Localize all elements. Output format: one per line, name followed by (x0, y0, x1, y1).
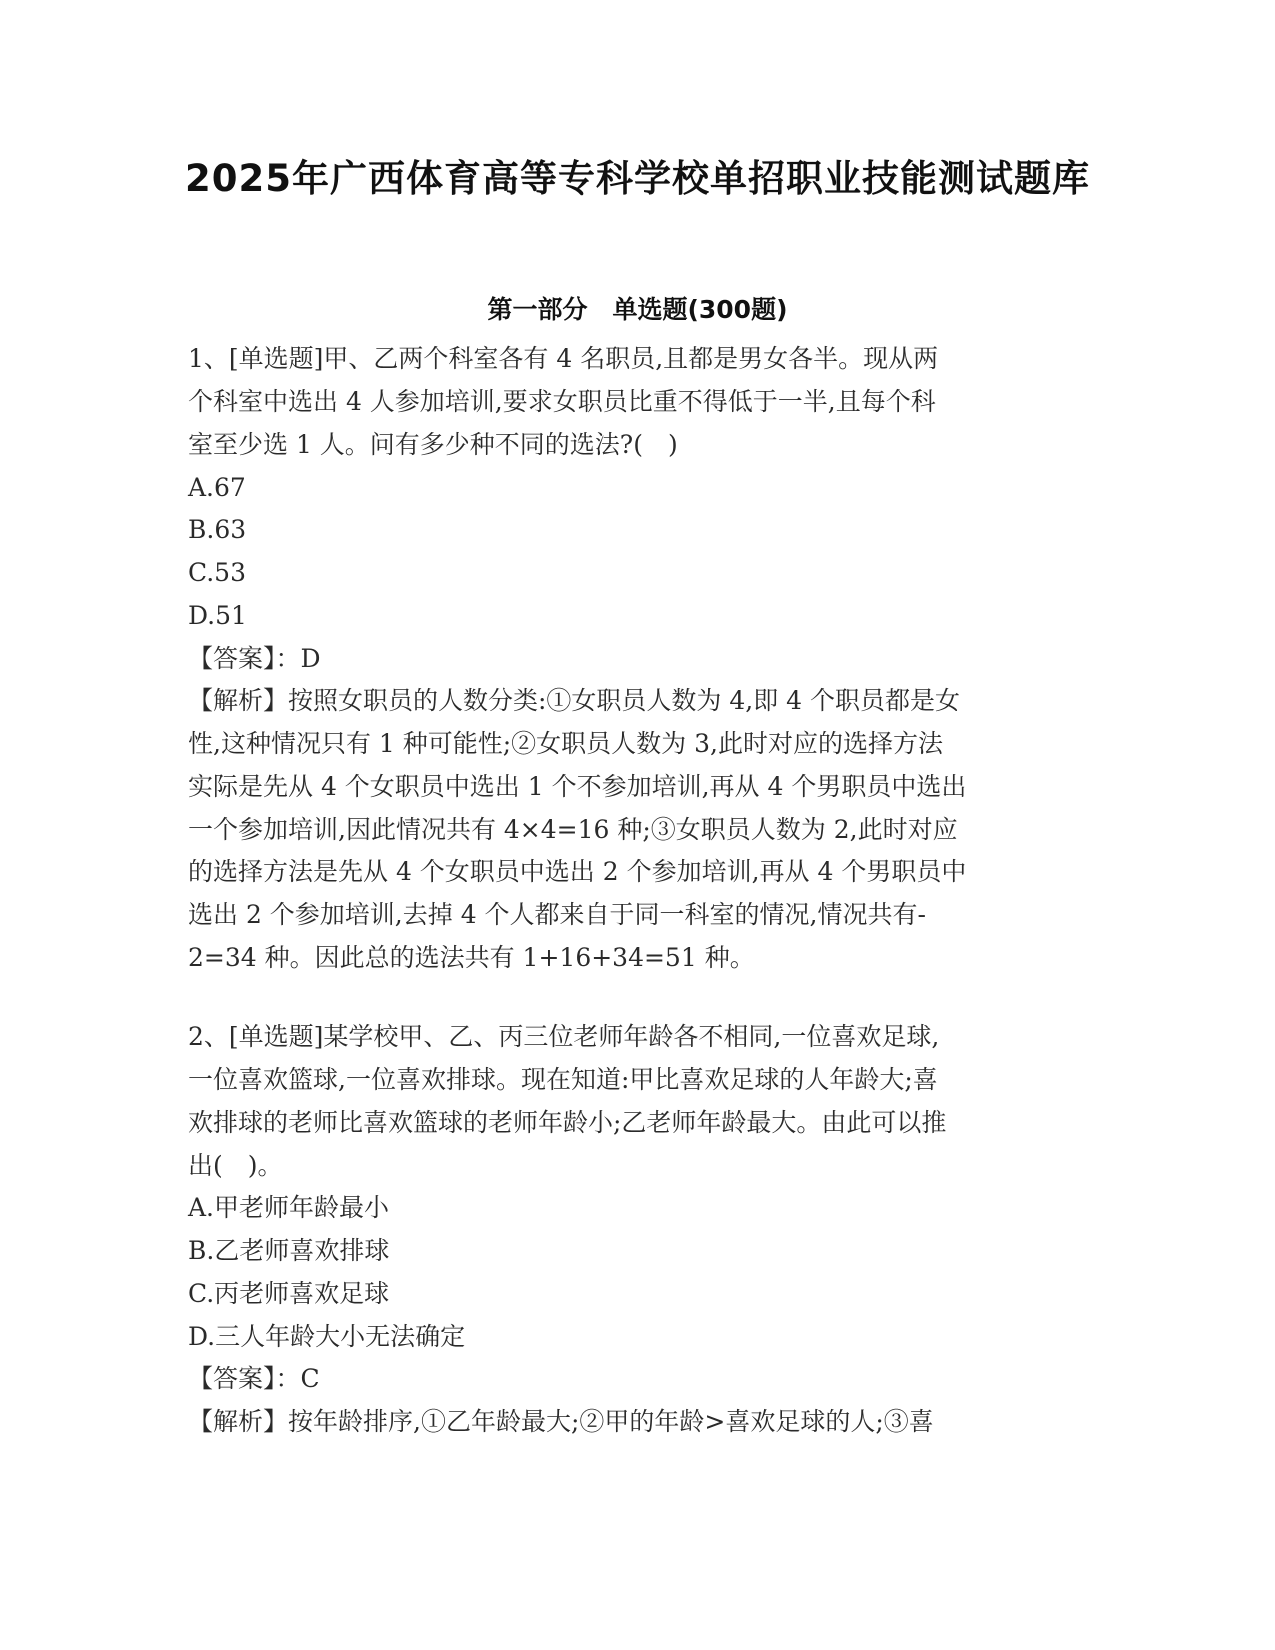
option-d: D.51 (188, 601, 247, 630)
option-b: B.乙老师喜欢排球 (188, 1236, 390, 1265)
question-stem-line: 一位喜欢篮球,一位喜欢排球。现在知道:甲比喜欢足球的人年龄大;喜 (188, 1065, 938, 1094)
question-stem-line: 室至少选 1 人。问有多少种不同的选法?( ) (188, 430, 678, 459)
option-a: A.67 (188, 473, 246, 502)
analysis-line: 的选择方法是先从 4 个女职员中选出 2 个参加培训,再从 4 个男职员中 (188, 857, 967, 886)
section-heading: 第一部分 单选题(300题) (487, 295, 788, 324)
option-c: C.53 (188, 558, 246, 587)
analysis-line: 2=34 种。因此总的选法共有 1+16+34=51 种。 (188, 943, 755, 972)
question-stem-line: 2、[单选题]某学校甲、乙、丙三位老师年龄各不相同,一位喜欢足球, (188, 1022, 940, 1051)
question-stem-line: 出( )。 (188, 1151, 283, 1180)
analysis-line: 选出 2 个参加培训,去掉 4 个人都来自于同一科室的情况,情况共有- (188, 900, 926, 929)
analysis-line: 性,这种情况只有 1 种可能性;②女职员人数为 3,此时对应的选择方法 (188, 729, 943, 758)
answer-line: 【答案】：D (188, 644, 321, 673)
analysis-line: 【解析】按照女职员的人数分类:①女职员人数为 4,即 4 个职员都是女 (188, 686, 961, 715)
analysis-line: 一个参加培训,因此情况共有 4×4=16 种;③女职员人数为 2,此时对应 (188, 815, 958, 844)
option-a: A.甲老师年龄最小 (188, 1193, 390, 1222)
analysis-line: 【解析】按年龄排序,①乙年龄最大;②甲的年龄>喜欢足球的人;③喜 (188, 1407, 934, 1436)
option-b: B.63 (188, 515, 247, 544)
question-stem-line: 个科室中选出 4 人参加培训,要求女职员比重不得低于一半,且每个科 (188, 387, 936, 416)
answer-line: 【答案】：C (188, 1364, 320, 1393)
question-stem-line: 欢排球的老师比喜欢篮球的老师年龄小;乙老师年龄最大。由此可以推 (188, 1108, 947, 1137)
option-c: C.丙老师喜欢足球 (188, 1279, 390, 1308)
option-d: D.三人年龄大小无法确定 (188, 1322, 466, 1351)
document-title: 2025年广西体育高等专科学校单招职业技能测试题库 (185, 157, 1090, 200)
question-stem-line: 1、[单选题]甲、乙两个科室各有 4 名职员,且都是男女各半。现从两 (188, 344, 939, 373)
analysis-line: 实际是先从 4 个女职员中选出 1 个不参加培训,再从 4 个男职员中选出 (188, 772, 967, 801)
